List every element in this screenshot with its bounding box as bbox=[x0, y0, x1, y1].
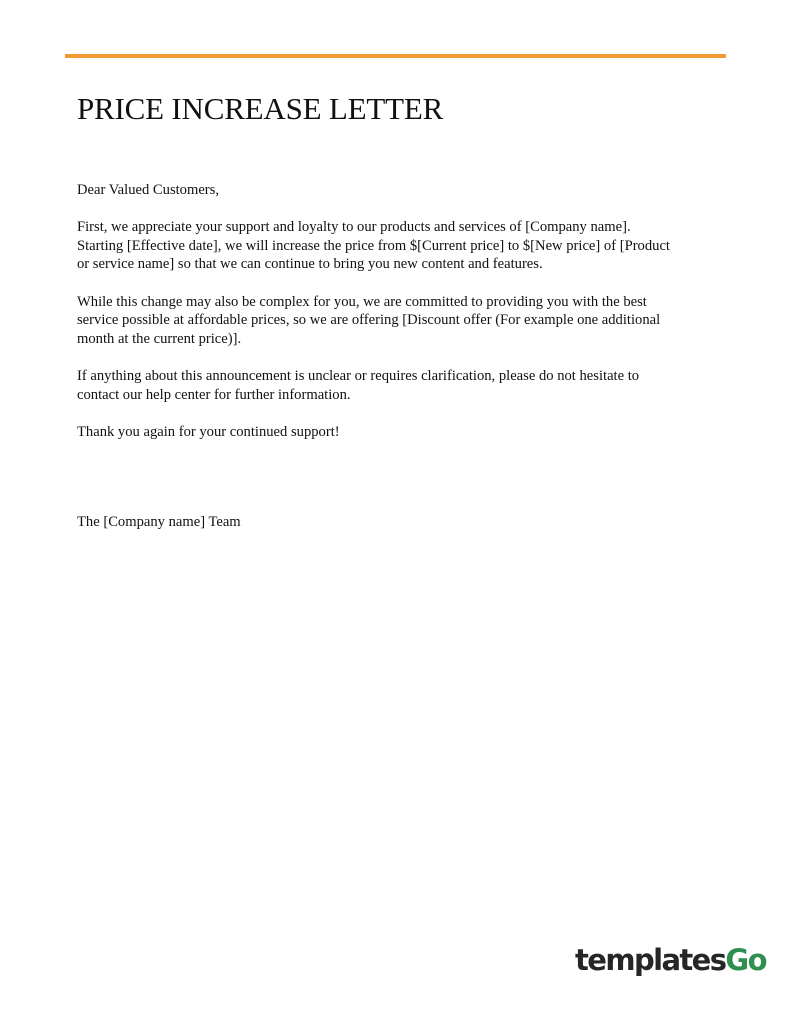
salutation bbox=[77, 181, 727, 200]
letter-body bbox=[77, 181, 727, 460]
paragraph-line: Starting [Effective date], we will increase the price from $[Current price] to $[New price] of [Product bbox=[77, 237, 670, 254]
paragraph-line: First, we appreciate your support and loyalty to our products and services of [Company name]. bbox=[77, 219, 631, 236]
logo-text-go: Go bbox=[725, 943, 766, 977]
header-accent-rule bbox=[65, 54, 726, 58]
paragraph-line: If anything about this announcement is unclear or requires clarification, please do not hesitate to bbox=[77, 367, 640, 384]
paragraph-appreciation bbox=[77, 218, 727, 274]
paragraph-line: contact our help center for further information. bbox=[77, 386, 351, 403]
paragraph-line: month at the current price)]. bbox=[77, 330, 242, 347]
document-title: PRICE INCREASE LETTER bbox=[77, 91, 444, 126]
logo-text-templates: templates bbox=[575, 943, 726, 977]
paragraph-line: or service name] so that we can continue to bring you new content and features. bbox=[77, 256, 543, 273]
paragraph-line: service possible at affordable prices, so we are offering [Discount offer (For example one additional bbox=[77, 312, 661, 329]
paragraph-thanks bbox=[77, 423, 727, 442]
paragraph-discount-offer bbox=[77, 293, 727, 349]
signature: The [Company name] Team bbox=[77, 514, 241, 530]
paragraph-clarification bbox=[77, 367, 727, 404]
paragraph-line: Thank you again for your continued support! bbox=[77, 423, 340, 440]
salutation-text: Dear Valued Customers, bbox=[77, 182, 219, 198]
templatesgo-logo bbox=[575, 943, 766, 983]
paragraph-line: While this change may also be complex for you, we are committed to providing you with the best bbox=[77, 293, 647, 310]
